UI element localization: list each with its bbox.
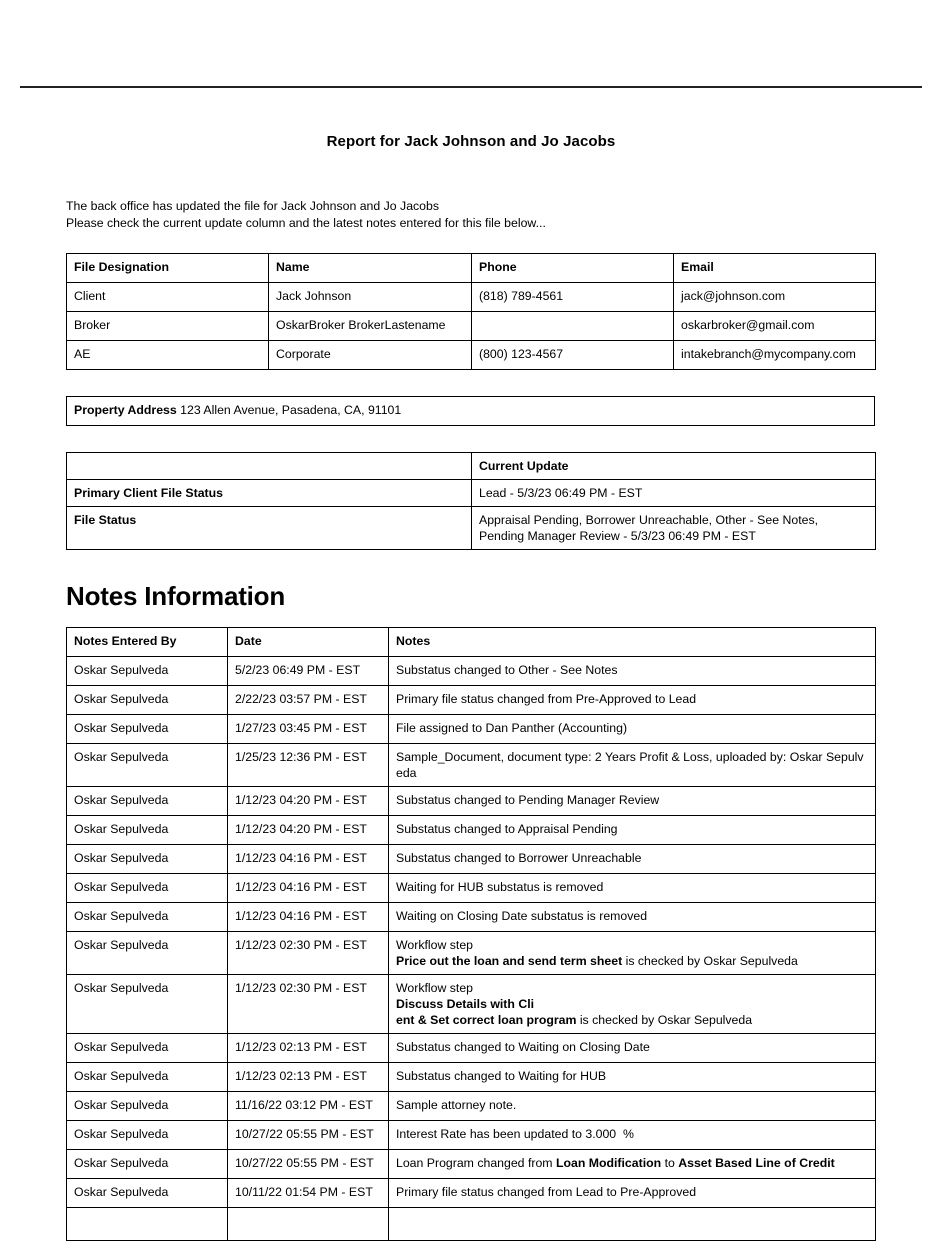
cell-note	[389, 932, 876, 975]
cell-note: Substatus changed to Waiting for HUB	[389, 1063, 876, 1092]
table-row	[67, 715, 876, 744]
cell-entered-by: Oskar Sepulveda	[67, 975, 228, 1034]
note-bold-text: Loan Modification	[555, 1156, 662, 1170]
table-row	[67, 975, 876, 1034]
column-header-phone: Phone	[472, 254, 674, 283]
table-row	[67, 1150, 876, 1179]
cell-entered-by	[67, 1208, 228, 1241]
cell-name: Jack Johnson	[269, 283, 472, 312]
cell-date: 1/27/23 03:45 PM - EST	[228, 715, 389, 744]
property-address-label: Property Address	[74, 403, 177, 417]
cell-entered-by: Oskar Sepulveda	[67, 932, 228, 975]
table-row	[67, 787, 876, 816]
table-row	[67, 312, 876, 341]
note-prefix: Workflow step	[396, 938, 473, 952]
cell-date: 10/11/22 01:54 PM - EST	[228, 1179, 389, 1208]
intro-paragraph	[66, 198, 886, 232]
cell-primary-client-file-status-value: Lead - 5/3/23 06:49 PM - EST	[472, 480, 876, 507]
cell-note: Substatus changed to Other - See Notes	[389, 657, 876, 686]
table-row	[67, 932, 876, 975]
cell-date: 1/12/23 02:30 PM - EST	[228, 932, 389, 975]
table-row	[67, 1208, 876, 1241]
cell-entered-by: Oskar Sepulveda	[67, 845, 228, 874]
note-bold-line-1: Discuss Details with Cli	[396, 997, 535, 1011]
file-status-line-1: Appraisal Pending, Borrower Unreachable, Other - See Notes,	[479, 513, 819, 527]
table-row	[67, 816, 876, 845]
intro-line-1: The back office has updated the file for Jack Johnson and Jo Jacobs	[66, 199, 440, 213]
cell-name: OskarBroker BrokerLastename	[269, 312, 472, 341]
note-mid: to	[661, 1156, 679, 1170]
note-bold-line-2: ent & Set correct loan program	[396, 1013, 577, 1027]
cell-email: jack@johnson.com	[674, 283, 876, 312]
cell-note: Interest Rate has been updated to 3.000 %	[389, 1121, 876, 1150]
cell-date: 5/2/23 06:49 PM - EST	[228, 657, 389, 686]
cell-note: File assigned to Dan Panther (Accounting)	[389, 715, 876, 744]
column-header-date: Date	[228, 628, 389, 657]
cell-entered-by: Oskar Sepulveda	[67, 657, 228, 686]
table-header-row	[67, 453, 876, 480]
cell-note: Waiting for HUB substatus is removed	[389, 874, 876, 903]
page-title: Report for Jack Johnson and Jo Jacobs	[326, 133, 616, 150]
cell-designation: Broker	[67, 312, 269, 341]
cell-entered-by: Oskar Sepulveda	[67, 744, 228, 787]
cell-note	[389, 1208, 876, 1241]
cell-property-address	[67, 397, 875, 426]
cell-name: Corporate	[269, 341, 472, 370]
table-row	[67, 397, 875, 426]
cell-date: 1/12/23 04:16 PM - EST	[228, 845, 389, 874]
column-header-current-update: Current Update	[472, 453, 876, 480]
cell-note	[389, 975, 876, 1034]
cell-date: 1/12/23 04:20 PM - EST	[228, 787, 389, 816]
table-row	[67, 507, 876, 550]
notes-information-heading: Notes Information	[66, 581, 286, 611]
cell-note: Sample attorney note.	[389, 1092, 876, 1121]
header-divider	[20, 86, 922, 88]
cell-date: 1/12/23 02:30 PM - EST	[228, 975, 389, 1034]
cell-email: oskarbroker@gmail.com	[674, 312, 876, 341]
cell-note: Substatus changed to Borrower Unreachable	[389, 845, 876, 874]
cell-phone: (818) 789-4561	[472, 283, 674, 312]
note-suffix: is checked by Oskar Sepulveda	[622, 954, 798, 968]
note-prefix: Workflow step	[396, 981, 473, 995]
table-row	[67, 744, 876, 787]
contact-table	[66, 253, 876, 370]
column-header-notes-entered-by: Notes Entered By	[67, 628, 228, 657]
table-row	[67, 1179, 876, 1208]
cell-date: 2/22/23 03:57 PM - EST	[228, 686, 389, 715]
cell-note: Substatus changed to Waiting on Closing Date	[389, 1034, 876, 1063]
cell-date: 1/12/23 04:16 PM - EST	[228, 874, 389, 903]
cell-note: Sample_Document, document type: 2 Years Profit & Loss, uploaded by: Oskar Sepulveda	[389, 744, 876, 787]
table-header-row	[67, 254, 876, 283]
cell-date: 1/12/23 04:16 PM - EST	[228, 903, 389, 932]
table-row	[67, 657, 876, 686]
notes-table	[66, 627, 876, 1241]
cell-designation: AE	[67, 341, 269, 370]
note-prefix: Loan Program changed from	[396, 1156, 556, 1170]
cell-entered-by: Oskar Sepulveda	[67, 715, 228, 744]
cell-entered-by: Oskar Sepulveda	[67, 1179, 228, 1208]
column-header-file-designation: File Designation	[67, 254, 269, 283]
property-address-value: 123 Allen Avenue, Pasadena, CA, 91101	[180, 403, 402, 417]
cell-entered-by: Oskar Sepulveda	[67, 1092, 228, 1121]
cell-date: 11/16/22 03:12 PM - EST	[228, 1092, 389, 1121]
cell-entered-by: Oskar Sepulveda	[67, 1150, 228, 1179]
cell-note: Substatus changed to Pending Manager Review	[389, 787, 876, 816]
cell-file-status-value	[472, 507, 876, 550]
table-header-row	[67, 628, 876, 657]
file-status-line-2: Pending Manager Review - 5/3/23 06:49 PM - EST	[479, 529, 756, 543]
intro-line-2: Please check the current update column and the latest notes entered for this file below...	[66, 216, 546, 230]
table-row	[67, 845, 876, 874]
table-row	[67, 874, 876, 903]
row-label-primary-client-file-status: Primary Client File Status	[67, 480, 472, 507]
cell-entered-by: Oskar Sepulveda	[67, 787, 228, 816]
table-row	[67, 283, 876, 312]
column-header-email: Email	[674, 254, 876, 283]
cell-note: Primary file status changed from Pre-Approved to Lead	[389, 686, 876, 715]
cell-date: 1/12/23 02:13 PM - EST	[228, 1034, 389, 1063]
cell-date	[228, 1208, 389, 1241]
cell-date: 1/12/23 04:20 PM - EST	[228, 816, 389, 845]
note-bold-text: Price out the loan and send term sheet	[396, 954, 623, 968]
cell-note: Waiting on Closing Date substatus is removed	[389, 903, 876, 932]
cell-entered-by: Oskar Sepulveda	[67, 816, 228, 845]
property-address-table	[66, 396, 875, 426]
table-row	[67, 686, 876, 715]
cell-blank-header	[67, 453, 472, 480]
table-row	[67, 1063, 876, 1092]
cell-note: Substatus changed to Appraisal Pending	[389, 816, 876, 845]
cell-date: 1/12/23 02:13 PM - EST	[228, 1063, 389, 1092]
cell-entered-by: Oskar Sepulveda	[67, 1063, 228, 1092]
column-header-notes: Notes	[389, 628, 876, 657]
table-row	[67, 1034, 876, 1063]
cell-entered-by: Oskar Sepulveda	[67, 1034, 228, 1063]
cell-email: intakebranch@mycompany.com	[674, 341, 876, 370]
cell-phone	[472, 312, 674, 341]
cell-note	[389, 1150, 876, 1179]
table-row	[67, 1092, 876, 1121]
cell-entered-by: Oskar Sepulveda	[67, 1121, 228, 1150]
row-label-file-status: File Status	[67, 507, 472, 550]
cell-date: 10/27/22 05:55 PM - EST	[228, 1150, 389, 1179]
table-row	[67, 903, 876, 932]
cell-date: 1/25/23 12:36 PM - EST	[228, 744, 389, 787]
cell-designation: Client	[67, 283, 269, 312]
cell-phone: (800) 123-4567	[472, 341, 674, 370]
cell-date: 10/27/22 05:55 PM - EST	[228, 1121, 389, 1150]
table-row	[67, 480, 876, 507]
table-row	[67, 341, 876, 370]
column-header-name: Name	[269, 254, 472, 283]
table-row	[67, 1121, 876, 1150]
file-status-table	[66, 452, 876, 550]
note-bold-text-2: Asset Based Line of Credit	[678, 1156, 835, 1170]
cell-entered-by: Oskar Sepulveda	[67, 686, 228, 715]
cell-entered-by: Oskar Sepulveda	[67, 903, 228, 932]
cell-note: Primary file status changed from Lead to Pre-Approved	[389, 1179, 876, 1208]
cell-entered-by: Oskar Sepulveda	[67, 874, 228, 903]
note-suffix: is checked by Oskar Sepulveda	[576, 1013, 753, 1027]
